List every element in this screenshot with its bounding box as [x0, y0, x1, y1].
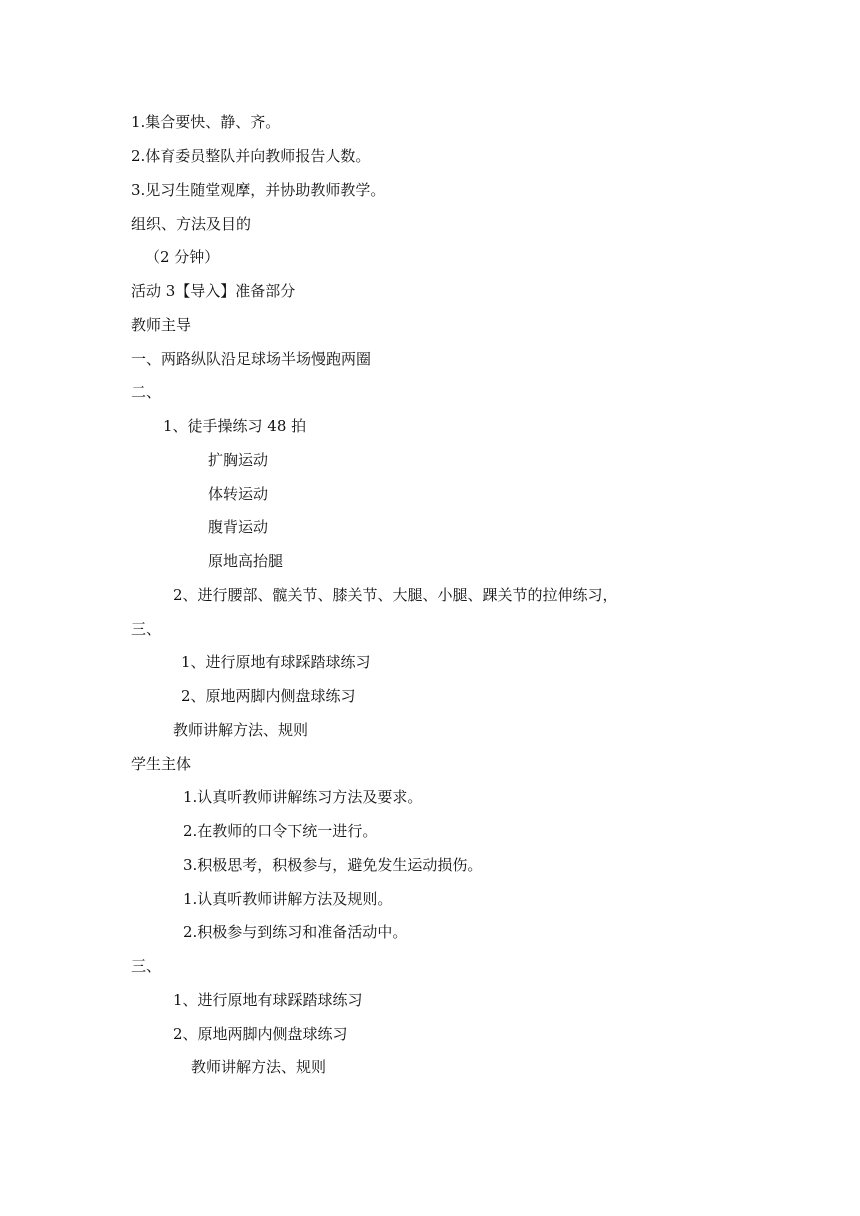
text-line: 体转运动 [208, 485, 269, 503]
text-line: 2、原地两脚内侧盘球练习 [173, 1025, 348, 1043]
duration-note: （2 分钟） [145, 248, 220, 266]
text-line: 1、进行原地有球踩踏球练习 [181, 653, 371, 671]
text-line: 1.认真听教师讲解练习方法及要求。 [183, 788, 423, 806]
text-line: 1.认真听教师讲解方法及规则。 [183, 890, 393, 908]
text-line: 三、 [131, 620, 162, 638]
text-line: 2.体育委员整队并向教师报告人数。 [131, 147, 371, 165]
text-line: 一、两路纵队沿足球场半场慢跑两圈 [131, 350, 372, 368]
text-line: 三、 [131, 957, 162, 975]
role-heading: 学生主体 [131, 755, 192, 773]
text-line: 1、进行原地有球踩踏球练习 [173, 991, 363, 1009]
text-line: 2、原地两脚内侧盘球练习 [181, 687, 356, 705]
text-line: 腹背运动 [208, 518, 269, 536]
text-line: 2.在教师的口令下统一进行。 [183, 822, 378, 840]
role-heading: 教师主导 [131, 316, 192, 334]
text-line: 扩胸运动 [208, 451, 269, 469]
text-line: 2.积极参与到练习和准备活动中。 [183, 923, 408, 941]
text-line: 2、进行腰部、髋关节、膝关节、大腿、小腿、踝关节的拉伸练习， [173, 586, 618, 604]
text-line: 1、徒手操练习 48 拍 [163, 417, 307, 435]
activity-heading: 活动 3【导入】准备部分 [131, 282, 296, 300]
text-line: 1.集合要快、静、齐。 [131, 113, 281, 131]
text-line: 3.积极思考，积极参与，避免发生运动损伤。 [183, 856, 483, 874]
text-line: 二、 [131, 383, 162, 401]
text-line: 3.见习生随堂观摩，并协助教师教学。 [131, 181, 386, 199]
text-line: 原地高抬腿 [208, 552, 284, 570]
text-line: 教师讲解方法、规则 [173, 721, 309, 739]
text-line: 教师讲解方法、规则 [191, 1058, 327, 1076]
section-heading: 组织、方法及目的 [131, 215, 252, 233]
